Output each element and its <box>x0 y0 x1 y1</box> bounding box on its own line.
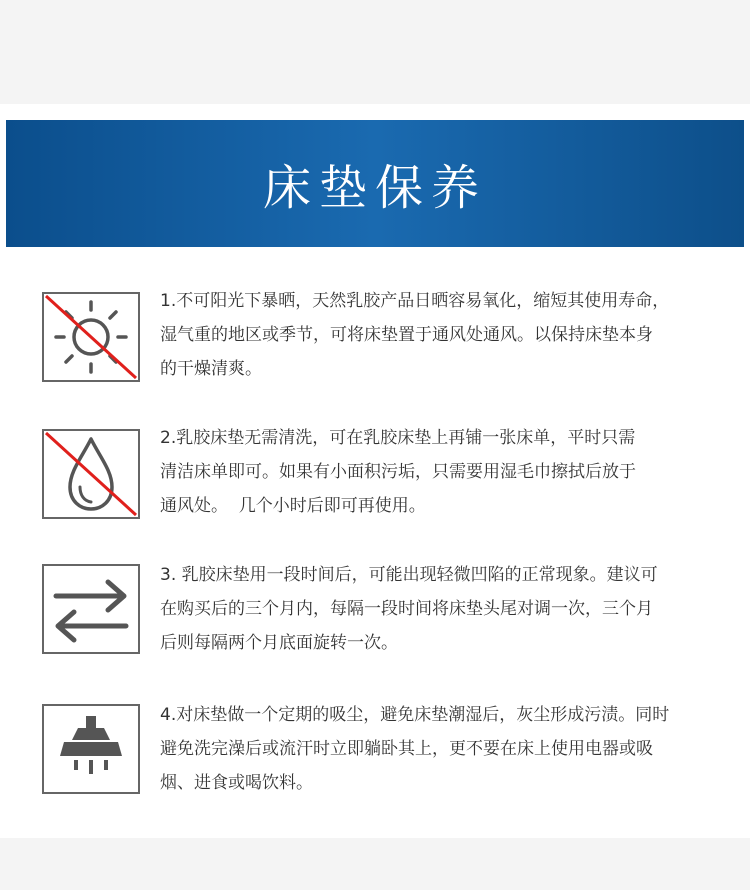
header-banner <box>6 120 744 247</box>
care-item-text: 2.乳胶床垫无需清洗，可在乳胶床垫上再铺一张床单，平时只需 清洁床单即可。如果有小面积污垢，只需要用湿毛巾擦拭后放于 通风处。 几个小时后即可再使用。 <box>160 428 636 516</box>
no-sun-icon <box>42 292 140 382</box>
top-spacer <box>0 0 750 104</box>
no-water-icon <box>42 429 140 519</box>
care-item-text: 4.对床垫做一个定期的吸尘，避免床垫潮湿后，灰尘形成污渍。同时 避免洗完澡后或流汗时立即躺卧其上，更不要在床上使用电器或吸 烟、进食或喝饮料。 <box>160 705 670 793</box>
vacuum-icon <box>42 704 140 794</box>
swap-arrows-icon <box>42 564 140 654</box>
page-title: 床垫保养 <box>262 160 487 216</box>
bottom-spacer <box>0 838 750 890</box>
care-card <box>0 104 750 838</box>
care-item-text: 1.不可阳光下暴晒，天然乳胶产品日晒容易氧化，缩短其使用寿命， 湿气重的地区或季节，可将床垫置于通风处通风。以保持床垫本身 的干燥清爽。 <box>160 291 670 379</box>
care-item-text: 3. 乳胶床垫用一段时间后，可能出现轻微凹陷的正常现象。建议可 在购买后的三个月内，每隔一段时间将床垫头尾对调一次，三个月 后则每隔两个月底面旋转一次。 <box>160 565 658 653</box>
